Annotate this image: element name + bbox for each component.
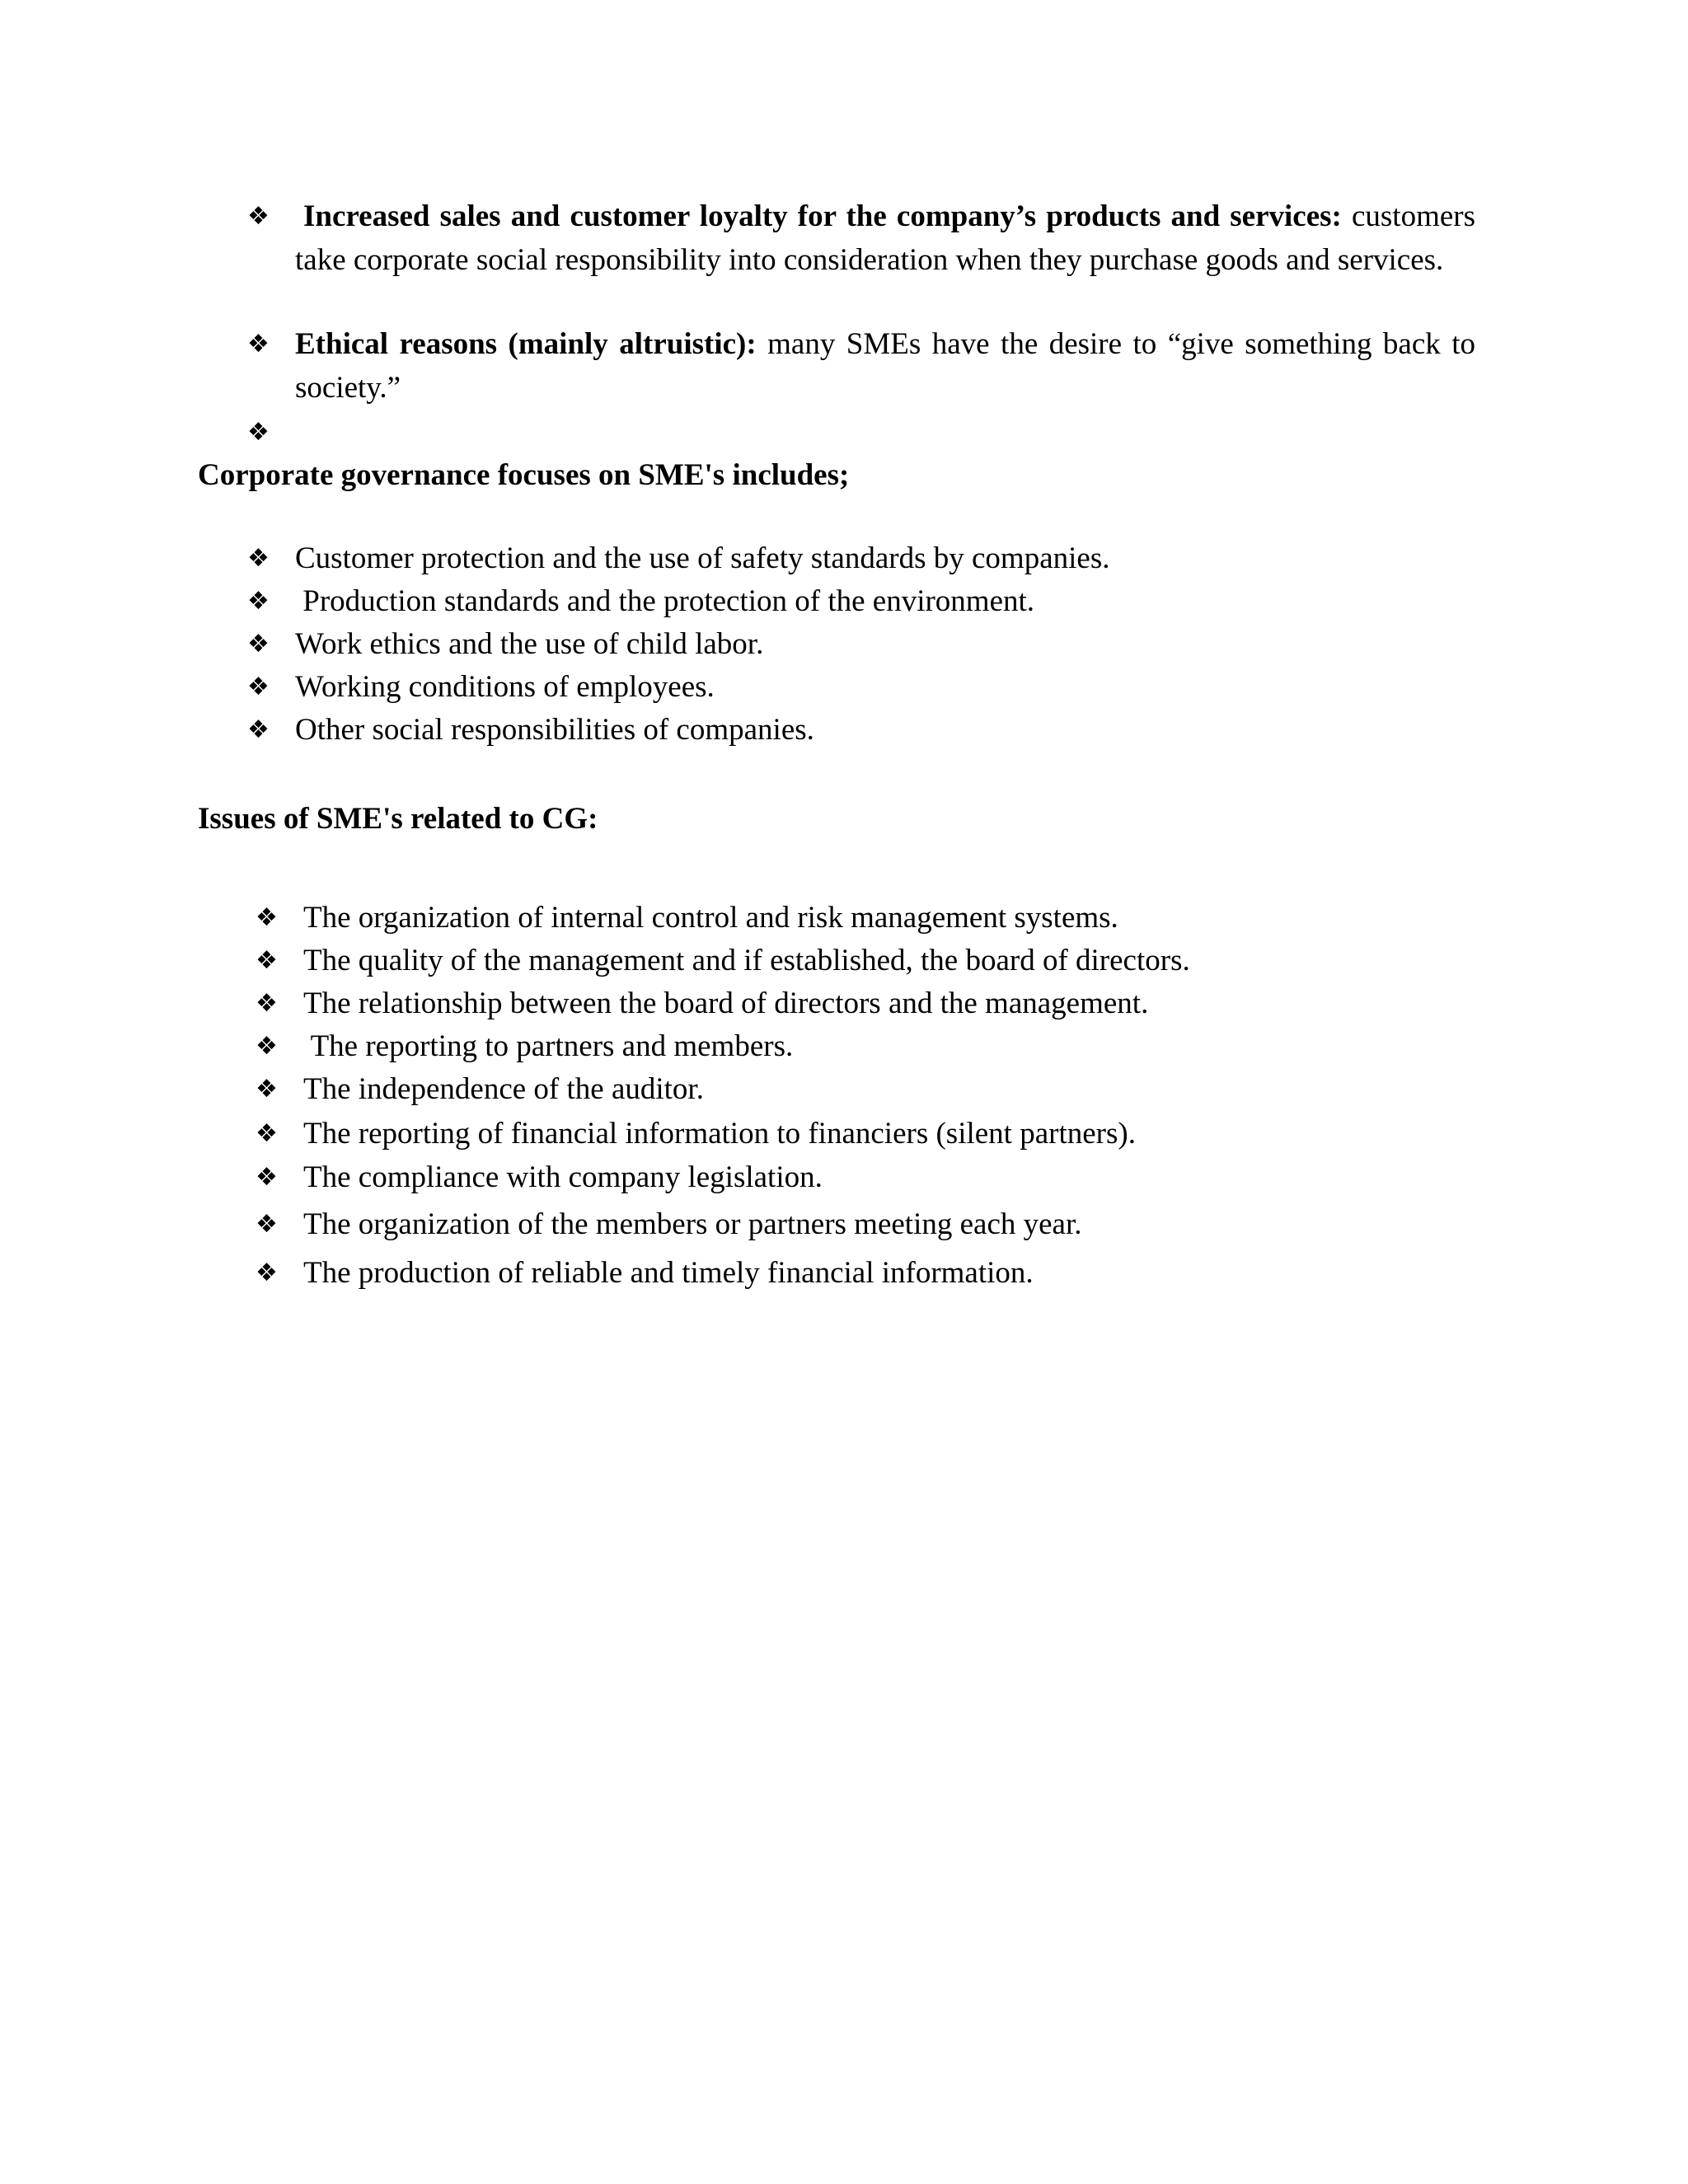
diamond-bullet-icon: ❖	[256, 1119, 278, 1148]
diamond-bullet-icon: ❖	[256, 1075, 278, 1104]
diamond-bullet-icon: ❖	[256, 946, 278, 975]
diamond-bullet-icon: ❖	[247, 418, 270, 447]
list-item: ❖ The compliance with company legislation.	[256, 1155, 823, 1199]
list-item: ❖ Other social responsibilities of companies.	[247, 708, 814, 752]
diamond-bullet-icon: ❖	[247, 544, 270, 573]
list-item: ❖ The production of reliable and timely financial information.	[256, 1251, 1034, 1295]
list-item: ❖ The relationship between the board of directors and the management.	[256, 982, 1148, 1025]
intro-bullet-body: customers take corporate social responsibility into consideration when they purchase goods and services.	[295, 199, 1475, 277]
diamond-bullet-icon: ❖	[256, 1163, 278, 1192]
diamond-bullet-icon: ❖	[247, 630, 270, 658]
diamond-bullet-icon: ❖	[256, 989, 278, 1018]
diamond-bullet-icon: ❖	[247, 715, 270, 744]
list-item: ❖ The organization of the members or partners meeting each year.	[256, 1202, 1082, 1246]
list-item: ❖ Work ethics and the use of child labor.	[247, 622, 763, 666]
intro-bullet-body: many SMEs have the desire to “give something back to society.”	[295, 327, 1475, 405]
diamond-bullet-icon: ❖	[247, 587, 270, 616]
intro-bullet-ethical	[247, 322, 1475, 410]
diamond-bullet-icon: ❖	[256, 1032, 278, 1061]
list-item: ❖ Production standards and the protection of the environment.	[247, 579, 1034, 623]
diamond-bullet-icon: ❖	[256, 903, 278, 932]
section-heading-corporate-governance: Corporate governance focuses on SME's includes;	[198, 458, 850, 492]
list-item: ❖ The organization of internal control and risk management systems.	[256, 896, 1118, 940]
diamond-bullet-icon: ❖	[256, 1258, 278, 1287]
intro-bullet-title: Ethical reasons (mainly altruistic):	[295, 327, 757, 361]
list-item: ❖ The quality of the management and if established, the board of directors.	[256, 939, 1190, 982]
intro-bullet-sales	[247, 194, 1475, 282]
intro-bullet-text	[295, 194, 1475, 282]
list-item: ❖ Working conditions of employees.	[247, 665, 715, 709]
list-item: ❖ Customer protection and the use of safety standards by companies.	[247, 537, 1109, 580]
list-item: ❖ The reporting of financial information to financiers (silent partners).	[256, 1112, 1136, 1155]
diamond-bullet-icon: ❖	[247, 673, 270, 701]
diamond-bullet-icon: ❖	[256, 1210, 278, 1239]
list-item: ❖ The reporting to partners and members.	[256, 1024, 793, 1068]
list-item: ❖ The independence of the auditor.	[256, 1067, 704, 1111]
intro-bullet-text	[295, 322, 1475, 410]
diamond-bullet-icon: ❖	[247, 202, 270, 231]
section-heading-issues: Issues of SME's related to CG:	[198, 802, 598, 836]
intro-bullet-title: Increased sales and customer loyalty for the company’s products and services:	[303, 199, 1342, 233]
diamond-bullet-icon: ❖	[247, 330, 270, 359]
